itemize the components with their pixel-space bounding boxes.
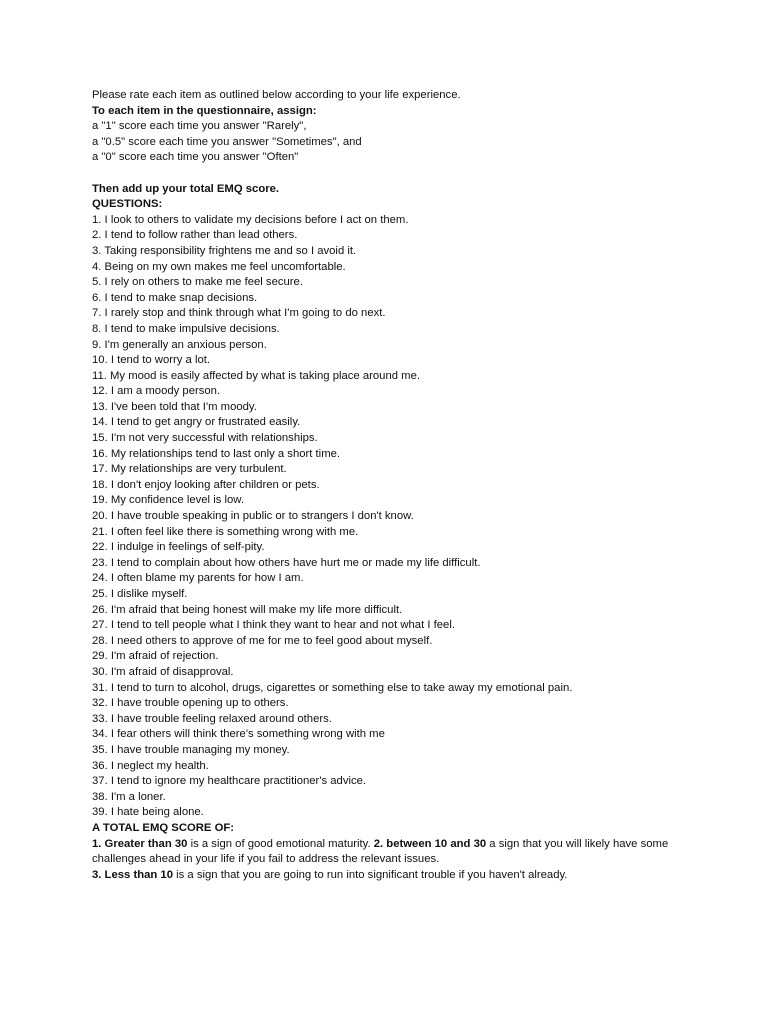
question-item: 6. I tend to make snap decisions.: [92, 291, 258, 304]
question-item: 20. I have trouble speaking in public or to strangers I don't know.: [92, 510, 414, 523]
question-item: 15. I'm not very successful with relationships.: [92, 432, 318, 445]
question-item: 39. I hate being alone.: [92, 806, 204, 819]
intro-line-3: a "1" score each time you answer "Rarely",: [92, 120, 307, 133]
question-item: 9. I'm generally an anxious person.: [92, 338, 267, 351]
question-item: 25. I dislike myself.: [92, 588, 188, 600]
intro-line-5: a "0" score each time you answer "Often": [92, 151, 299, 164]
intro-line-2: To each item in the questionnaire, assign:: [92, 104, 317, 117]
question-item: 31. I tend to turn to alcohol, drugs, cigarettes or something else to take away my emotional pain.: [92, 681, 573, 694]
question-item: 30. I'm afraid of disapproval.: [92, 665, 234, 678]
question-item: 16. My relationships tend to last only a short time.: [92, 447, 341, 460]
question-item: 33. I have trouble feeling relaxed around others.: [92, 712, 332, 725]
question-item: 2. I tend to follow rather than lead others.: [92, 229, 298, 242]
questions-list: [92, 213, 712, 821]
question-item: 34. I fear others will think there's something wrong with me: [92, 728, 385, 741]
question-item: 13. I've been told that I'm moody.: [92, 400, 257, 413]
score-2-label: 2. between 10 and 30: [373, 837, 487, 850]
question-item: 28. I need others to approve of me for me to feel good about myself.: [92, 634, 433, 647]
question-item: 3. Taking responsibility frightens me and so I avoid it.: [92, 244, 357, 257]
question-item: 18. I don't enjoy looking after children or pets.: [92, 478, 320, 491]
question-item: 21. I often feel like there is something wrong with me.: [92, 525, 359, 538]
question-item: 10. I tend to worry a lot.: [92, 354, 211, 367]
question-item: 36. I neglect my health.: [92, 759, 209, 772]
question-item: 37. I tend to ignore my healthcare practitioner's advice.: [92, 775, 367, 788]
score-1-label: 1. Greater than 30: [92, 837, 188, 850]
spacer: [92, 166, 712, 182]
intro-line-1: Please rate each item as outlined below according to your life experience.: [92, 89, 461, 101]
question-item: 27. I tend to tell people what I think they want to hear and not what I feel.: [92, 619, 455, 632]
document-page: [92, 88, 712, 883]
question-item: 26. I'm afraid that being honest will make my life more difficult.: [92, 603, 403, 616]
question-item: 8. I tend to make impulsive decisions.: [92, 322, 280, 335]
question-item: 29. I'm afraid of rejection.: [92, 650, 219, 663]
score-paragraph-2: [92, 868, 712, 884]
score-3-text: is a sign that you are going to run into significant trouble if you haven't already.: [173, 868, 568, 881]
instruction: Then add up your total EMQ score.: [92, 182, 280, 195]
question-item: 5. I rely on others to make me feel secure.: [92, 276, 303, 289]
question-item: 38. I'm a loner.: [92, 790, 166, 803]
question-item: 23. I tend to complain about how others have hurt me or made my life difficult.: [92, 556, 481, 569]
score-2-text: a sign that you will likely have some challenges ahead in your life if you fail to address the relevant issues.: [92, 837, 669, 866]
question-item: 11. My mood is easily affected by what is taking place around me.: [92, 369, 420, 382]
score-paragraph-1: [92, 837, 702, 868]
intro-line-4: a "0.5" score each time you answer "Sometimes", and: [92, 135, 362, 148]
question-item: 24. I often blame my parents for how I am.: [92, 572, 304, 585]
question-item: 12. I am a moody person.: [92, 385, 221, 398]
score-heading: A TOTAL EMQ SCORE OF:: [92, 821, 235, 834]
question-item: 4. Being on my own makes me feel uncomfortable.: [92, 260, 346, 273]
question-item: 19. My confidence level is low.: [92, 494, 244, 507]
question-item: 35. I have trouble managing my money.: [92, 743, 290, 756]
question-item: 32. I have trouble opening up to others.: [92, 697, 289, 710]
question-item: 14. I tend to get angry or frustrated easily.: [92, 416, 301, 429]
question-item: 17. My relationships are very turbulent.: [92, 463, 287, 476]
score-3-label: 3. Less than 10: [92, 868, 173, 881]
score-1-text: is a sign of good emotional maturity.: [187, 837, 374, 850]
question-item: 1. I look to others to validate my decisions before I act on them.: [92, 213, 409, 226]
question-item: 22. I indulge in feelings of self-pity.: [92, 541, 265, 554]
questions-heading: QUESTIONS:: [92, 198, 163, 211]
question-item: 7. I rarely stop and think through what I'm going to do next.: [92, 307, 386, 320]
